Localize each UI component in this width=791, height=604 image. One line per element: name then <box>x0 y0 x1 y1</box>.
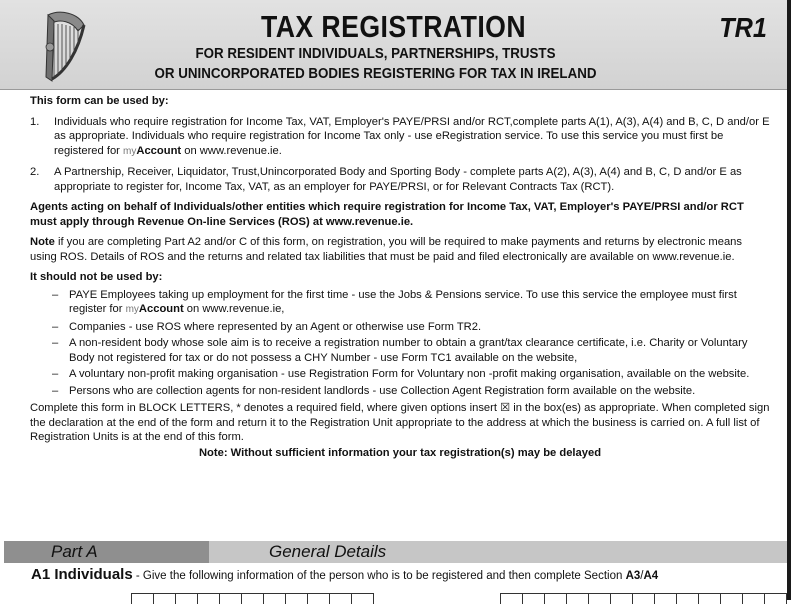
used-by-heading: This form can be used by: <box>30 95 169 107</box>
list-item <box>30 165 770 194</box>
form-subtitle-line2: OR UNINCORPORATED BODIES REGISTERING FOR TAX IN IRELAND <box>154 66 597 82</box>
final-note: Note: Without sufficient information your tax registration(s) may be delayed <box>198 446 602 459</box>
part-a-label: Part A <box>51 542 98 561</box>
part-a-title: General Details <box>269 542 387 561</box>
item-text: A Partnership, Receiver, Liquidator, Trust,Unincorporated Body and Sporting Body - complete parts A(2), A(3), A(4) and B, C, D and/or E as appropriate to register for, Income Tax, VAT, as an employer for PAYE/PRSI, or for Relevant Contracts Tax (RCT). <box>54 166 742 193</box>
agents-note: Agents acting on behalf of Individuals/other entities which require registration for Income Tax, VAT, Employer's PAYE/PRSI and/or RCT must apply through Revenue On-line Services (ROS) at www.revenue.ie. <box>30 201 744 228</box>
instructions: Complete this form in BLOCK LETTERS, * denotes a required field, where given options insert ☒ in the box(es) as appropriate. When completed sign the declaration at the end of the form and return it to the Registration Unit appropriate to the address at which the business is carried on. A full list of Registration Units is at the end of this form. <box>30 402 770 443</box>
item-number: 1. <box>30 115 40 128</box>
form-code: TR1 <box>719 12 767 43</box>
character-input-boxes[interactable] <box>500 593 787 603</box>
list-item: – A voluntary non-profit making organisation - use Registration Form for Voluntary non -profit making organisation, available on the website. <box>52 368 750 380</box>
item-text: Individuals who require registration for Income Tax, VAT, Employer's PAYE/PRSI and/or RCT,complete parts A(1), A(3), A(4) and B, C, D and/or E as appropriate. Individuals who require registration for Income Tax only - use eRegistration service. To use this service you must first be registered for myAccount on www.revenue.ie. <box>54 115 770 157</box>
list-item: – Persons who are collection agents for non-resident landlords - use Collection Agent Registration form available on the website. <box>52 384 696 397</box>
list-item: – PAYE Employees taking up employment for the first time - use the Jobs & Pensions service. To use this service the employee must first register for myAccount on www.revenue.ie, <box>52 288 737 315</box>
list-item: – A non-resident body whose sole aim is to receive a registration number to obtain a grant/tax clearance certificate, i.e. Charity or Voluntary Body not registered for tax or do not possess a CHY Number - use Form TC1 available on the website, <box>52 337 748 364</box>
character-input-boxes[interactable] <box>131 593 374 603</box>
form-title: TAX REGISTRATION <box>260 9 527 44</box>
page-edge <box>787 0 791 600</box>
list-item <box>30 115 770 160</box>
part-a-header <box>4 541 787 563</box>
form-header <box>0 0 787 90</box>
part-a-tab <box>4 541 209 563</box>
list-item: – Companies - use ROS where represented by an Agent or otherwise use Form TR2. <box>52 320 482 333</box>
ros-note: Note if you are completing Part A2 and/or C of this form, on registration, you will be required to make payments and returns by electronic means using ROS. Details of ROS and the returns and related tax liabilities that must be paid and filed electronically are available on www.revenue.ie. <box>30 236 742 263</box>
section-a1-title: A1 Individuals <box>31 566 133 583</box>
section-a1-description: - Give the following information of the person who is to be registered and then complete Section <box>132 570 626 582</box>
not-used-heading: It should not be used by: <box>30 271 163 283</box>
item-number: 2. <box>30 166 40 178</box>
form-subtitle-line1: FOR RESIDENT INDIVIDUALS, PARTNERSHIPS, TRUSTS <box>195 46 556 62</box>
section-a1-heading: A1 Individuals - Give the following information of the person who is to be registered and then complete Section A3/A4 <box>31 566 659 583</box>
form-intro <box>30 94 770 460</box>
